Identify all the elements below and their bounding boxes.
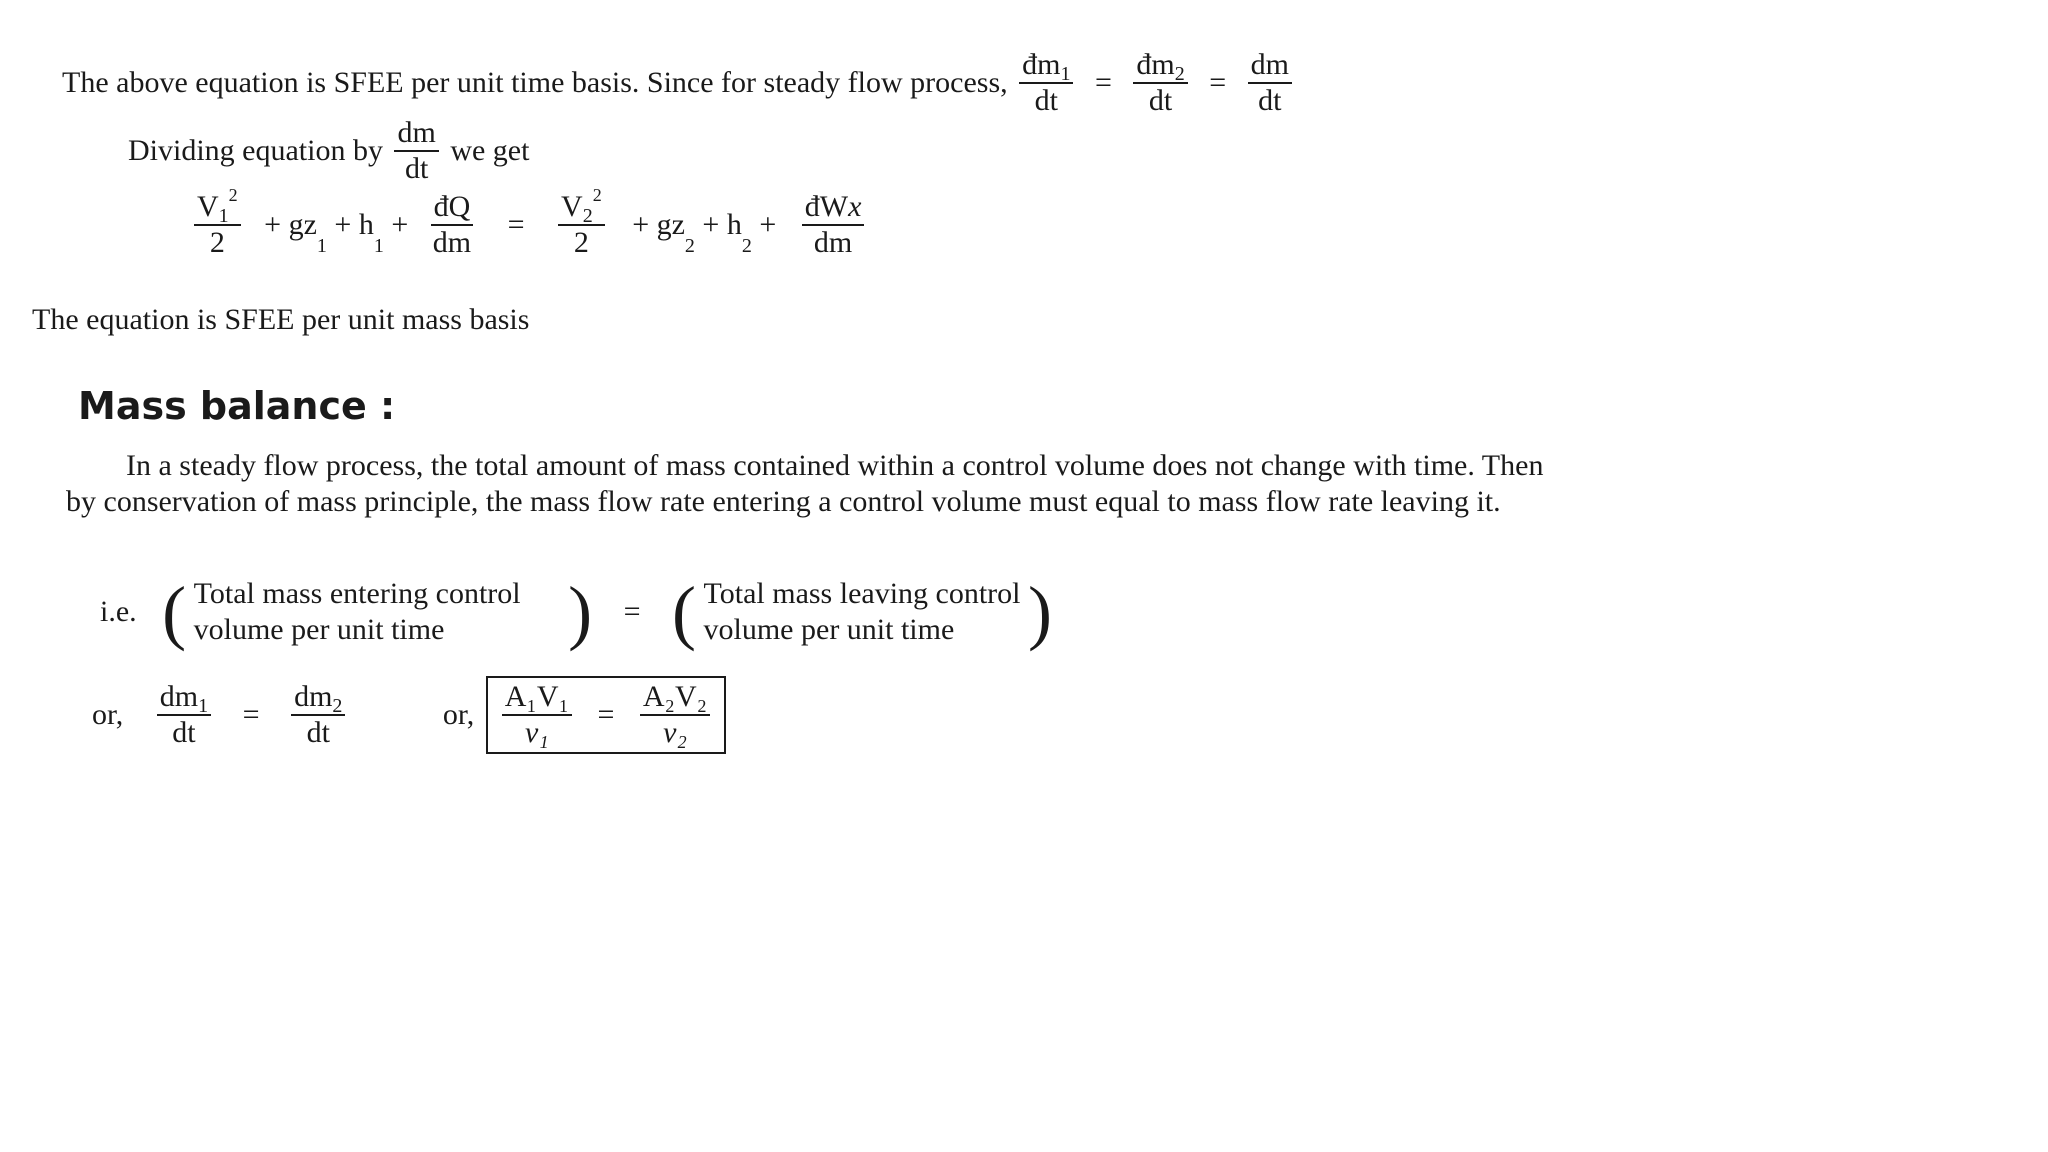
equals-sign: = [242, 698, 260, 731]
fraction-a1v1-over-v1: $\frac{\text{A₁V₁}}{\text{v₁}}$ [502, 682, 572, 748]
mass-balance-paragraph: In a steady flow process, the total amount of mass contained within a control volume does not change with time. Then by conservation of mass principle, the mass flow rate entering a control volume must equal to mass flow rate leaving it. [66, 449, 1544, 518]
line-sfee-mass-basis: The equation is SFEE per unit mass basis [32, 303, 530, 336]
equals-sign: = [1209, 66, 1227, 99]
fraction-dm-dt: $\frac{dm}{dt}$ [394, 118, 438, 184]
line-sfee-time-basis-text: The above equation is SFEE per unit time basis. Since for steady flow process, [62, 66, 1008, 99]
mass-entering-text: Total mass entering control volume per unit time [193, 577, 521, 646]
left-paren: ( [162, 572, 187, 652]
sfee-mass-equation: $\frac{V1^2}{2}$ + gz1 + h1 + $\frac{đQ}{dm}$ = $\frac{V2^2}{2}$ + gz2 + h2 + $\frac{\text{đWx}}{dm}$ [190, 192, 868, 258]
ie-mass-statement: i.e. ( Total mass entering control volume per unit time ) = ( Total mass leaving control volume per unit time ) [100, 572, 1052, 652]
right-paren: ) [568, 572, 593, 652]
mass-leaving-text: Total mass leaving control volume per unit time [703, 577, 1021, 646]
fraction-v1-squared-over-2: $\frac{V1^2}{2}$ [194, 192, 241, 258]
line-sfee-time-basis [62, 50, 1296, 116]
fraction-a2v2-over-v2: $\frac{\text{A₂V₂}}{\text{v₂}}$ [640, 682, 710, 748]
fraction-v2-squared-over-2: $\frac{V2^2}{2}$ [558, 192, 605, 258]
fraction-dm1-dt: $\frac{dm1}{dt}$ [157, 682, 211, 748]
right-paren: ) [1028, 572, 1052, 652]
mass-flow-equations: or, $\frac{dm1}{dt}$ = $\frac{dm2}{dt}$ or, $\frac{\text{A₁V₁}}{\text{v₁}}$ = $\frac{\text{A₂V₂}}{\text{v₂}}$ [92, 676, 726, 754]
fraction-dwx-dm: $\frac{\text{đWx}}{dm}$ [802, 192, 865, 258]
line-dividing-equation: Dividing equation by $\frac{dm}{dt}$ we get [128, 116, 530, 185]
left-paren: ( [672, 572, 697, 652]
fraction-dm2-dt: $\frac{dm2}{dt}$ [291, 682, 345, 748]
equals-sign: = [597, 698, 615, 731]
equals-sign: = [1094, 66, 1112, 99]
boxed-continuity-equation [486, 676, 726, 754]
fraction-dq-dm: $\frac{đQ}{dm}$ [430, 192, 474, 258]
fraction-dm2-dt: $\frac{đm2}{dt}$ [1133, 50, 1187, 116]
equals-sign: = [507, 208, 525, 241]
fraction-dm1-dt: $\frac{đm1}{dt}$ [1019, 50, 1073, 116]
equals-sign: = [623, 595, 641, 628]
fraction-dm-dt: $\frac{dm}{dt}$ [1248, 50, 1292, 116]
section-heading-mass-balance: Mass balance : [78, 384, 396, 428]
